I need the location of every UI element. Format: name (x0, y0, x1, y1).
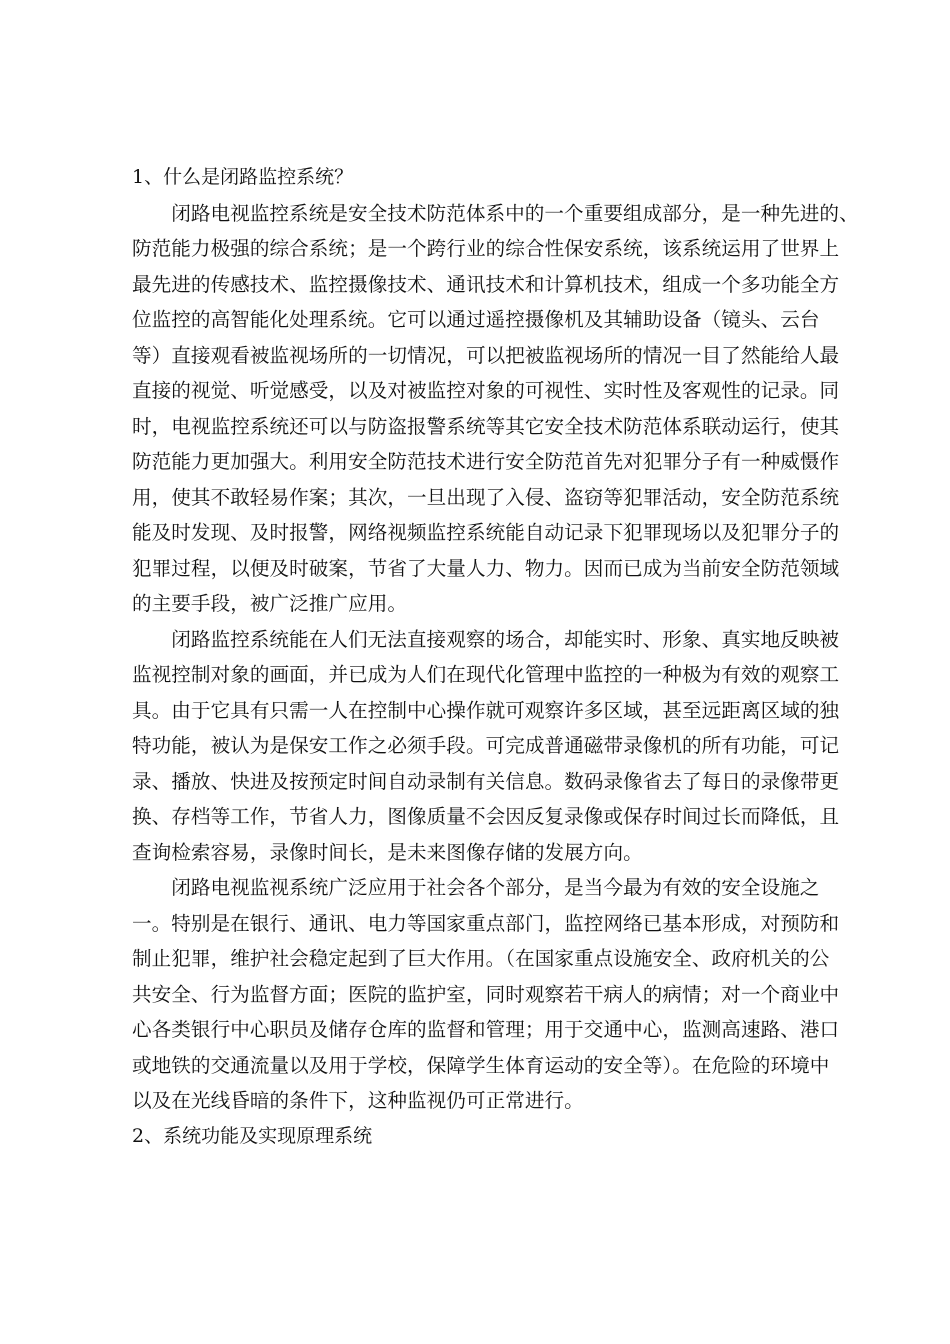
text-line: 特功能，被认为是保安工作之必须手段。可完成普通磁带录像机的所有功能，可记 (132, 734, 840, 757)
text-line: 制止犯罪，维护社会稳定起到了巨大作用。（在国家重点设施安全、政府机关的公 (132, 947, 830, 970)
text-line: 的主要手段，被广泛推广应用。 (132, 592, 408, 615)
section-heading-1: 1、什么是闭路监控系统？ (132, 166, 354, 188)
text-line: 防范能力更加强大。利用安全防范技术进行安全防范首先对犯罪分子有一种威慑作 (132, 450, 840, 473)
text-line: 时，电视监控系统还可以与防盗报警系统等其它安全技术防范体系联动运行，使其 (132, 414, 840, 438)
text-line: 或地铁的交通流量以及用于学校，保障学生体育运动的安全等）。在危险的环境中 (132, 1053, 830, 1077)
text-line: 最先进的传感技术、监控摄像技术、通讯技术和计算机技术，组成一个多功能全方 (132, 272, 840, 296)
document-page (132, 160, 859, 1154)
text-line: 位监控的高智能化处理系统。它可以通过遥控摄像机及其辅助设备（镜头、云台 (132, 308, 820, 331)
text-line: 能及时发现、及时报警，网络视频监控系统能自动记录下犯罪现场以及犯罪分子的 (132, 521, 840, 544)
paragraph-1 (132, 196, 859, 622)
text-line: 换、存档等工作，节省人力，图像质量不会因反复录像或保存时间过长而降低，且 (132, 805, 840, 828)
text-line: 用，使其不敢轻易作案；其次，一旦出现了入侵、盗窃等犯罪活动，安全防范系统 (132, 485, 840, 509)
text-line: 录、播放、快进及按预定时间自动录制有关信息。数码录像省去了每日的录像带更 (132, 769, 840, 793)
text-line: 监视控制对象的画面，并已成为人们在现代化管理中监控的一种极为有效的观察工 (132, 663, 840, 686)
text-line: 心各类银行中心职员及储存仓库的监督和管理；用于交通中心，监测高速路、港口 (132, 1018, 840, 1041)
text-line: 以及在光线昏暗的条件下，这种监视仍可正常进行。 (132, 1089, 584, 1112)
text-line: 具。由于它具有只需一人在控制中心操作就可观察许多区域，甚至远距离区域的独 (132, 698, 840, 722)
text-line: 一。特别是在银行、通讯、电力等国家重点部门，监控网络已基本形成，对预防和 (132, 911, 840, 935)
paragraph-2 (132, 622, 840, 871)
text-line: 共安全、行为监督方面；医院的监护室，同时观察若干病人的病情；对一个商业中 (132, 982, 840, 1006)
text-line: 闭路监控系统能在人们无法直接观察的场合，却能实时、形象、真实地反映被 (171, 627, 840, 651)
text-line: 闭路电视监控系统是安全技术防范体系中的一个重要组成部分，是一种先进的、 (171, 201, 859, 225)
text-line: 直接的视觉、听觉感受，以及对被监控对象的可视性、实时性及客观性的记录。同 (132, 379, 840, 402)
text-line: 闭路电视监视系统广泛应用于社会各个部分，是当今最为有效的安全设施之 (171, 876, 820, 899)
paragraph-3 (132, 870, 840, 1119)
section-heading-2: 2、系统功能及实现原理系统 (132, 1124, 373, 1147)
text-line: 防范能力极强的综合系统；是一个跨行业的综合性保安系统，该系统运用了世界上 (132, 237, 840, 260)
text-line: 犯罪过程，以便及时破案，节省了大量人力、物力。因而已成为当前安全防范领域 (132, 556, 840, 580)
text-line: 查询检索容易，录像时间长，是未来图像存储的发展方向。 (132, 840, 643, 864)
text-line: 等）直接观看被监视场所的一切情况，可以把被监视场所的情况一目了然能给人最 (132, 343, 840, 367)
